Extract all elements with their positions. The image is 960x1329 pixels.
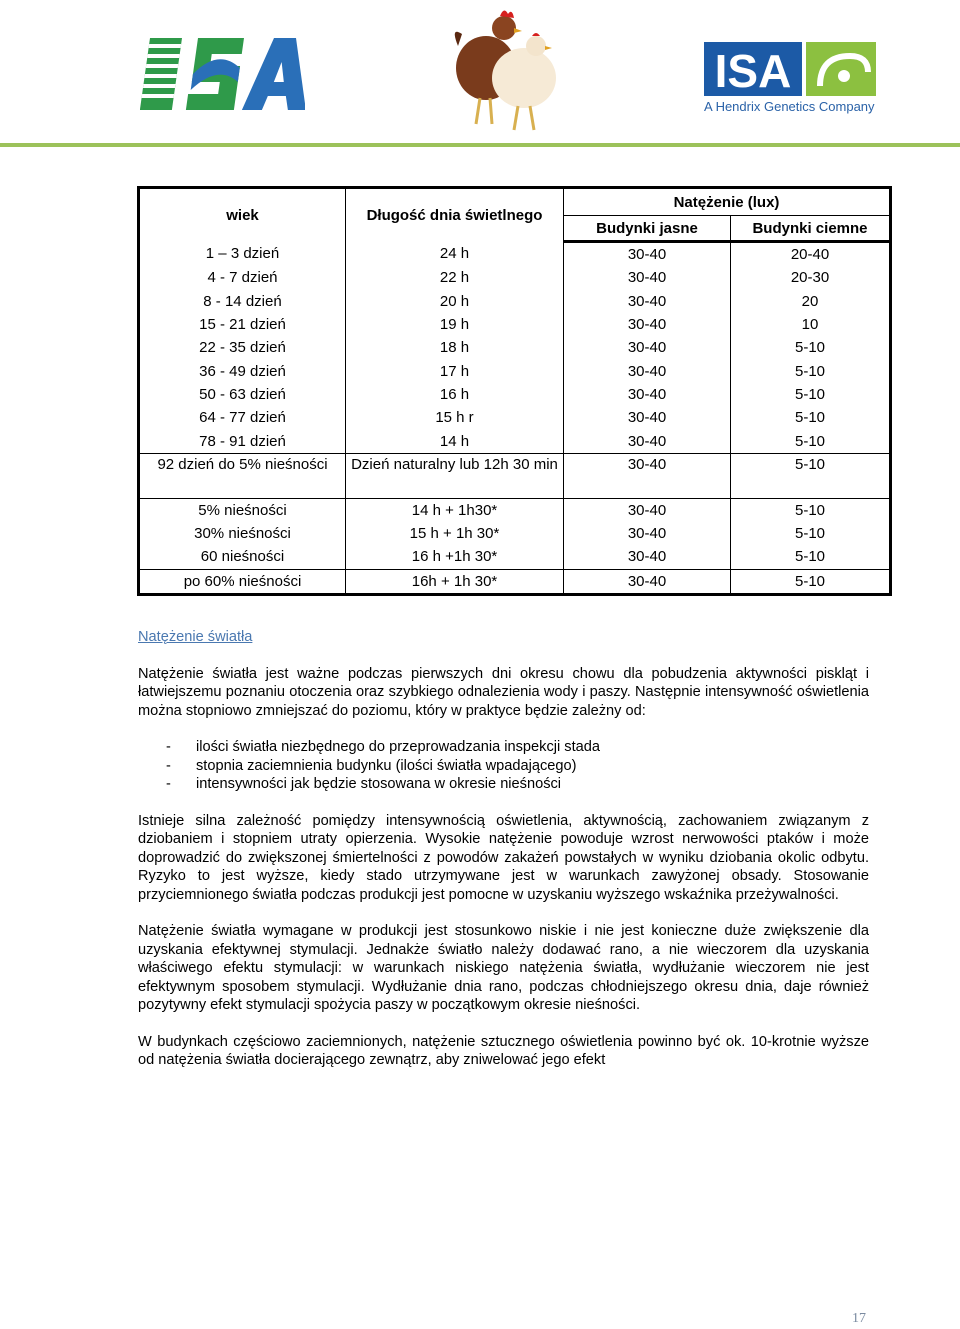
table-row: 78 - 91 dzień 14 h 30-40 5-10 bbox=[139, 429, 891, 453]
list-item: - intensywności jak będzie stosowana w okresie nieśności bbox=[166, 776, 562, 792]
table-row: 8 - 14 dzień 20 h 30-40 20 bbox=[139, 290, 891, 313]
header-divider bbox=[0, 143, 960, 147]
page-number: 17 bbox=[852, 1311, 866, 1326]
list-item: - ilości światła niezbędnego do przeprowadzania inspekcji stada bbox=[166, 739, 601, 755]
table-row: 5% nieśności 14 h + 1h30* 30-40 5-10 bbox=[139, 498, 891, 522]
table-row: 60 nieśności 16 h +1h 30* 30-40 5-10 bbox=[139, 545, 891, 569]
section-title: Natężenie światła bbox=[138, 629, 253, 645]
paragraph: W budynkach częściowo zaciemnionych, natężenie sztucznego oświetlenia powinno być ok. 10-krotnie wyższe od natężenia światła docierającego zewnątrz, aby zniwelować jego efekt bbox=[138, 1033, 869, 1068]
table-row: 64 - 77 dzień 15 h r 30-40 5-10 bbox=[139, 406, 891, 429]
table-row: po 60% nieśności 16h + 1h 30* 30-40 5-10 bbox=[139, 569, 891, 594]
table-row: 92 dzień do 5% nieśności Dzień naturalny lub 12h 30 min 30-40 5-10 bbox=[139, 453, 891, 498]
isa-hendrix-logo-mark bbox=[704, 42, 876, 98]
paragraph: Natężenie światła jest ważne podczas pierwszych dni okresu chowu dla pobudzenia aktywności piskląt i łatwiejszemu poznaniu otoczenia oraz szybkiego odnalezienia wody i paszy. Następnie intensywność oświetlenia można stopniowo zmniejszać do poziomu, który w praktyce będzie zależny od: bbox=[138, 665, 869, 719]
col-day-length-header: Długość dnia świetlnego bbox=[346, 188, 564, 242]
company-tagline: A Hendrix Genetics Company bbox=[704, 99, 875, 114]
lighting-program-table bbox=[137, 186, 892, 596]
document-body bbox=[138, 628, 869, 1088]
col-intensity-header: Natężenie (lux) bbox=[564, 188, 891, 216]
bullet-list bbox=[138, 738, 869, 794]
table-row: 36 - 49 dzień 17 h 30-40 5-10 bbox=[139, 359, 891, 382]
table-row: 50 - 63 dzień 16 h 30-40 5-10 bbox=[139, 383, 891, 406]
col-age-header: wiek bbox=[139, 188, 346, 242]
table-row: 4 - 7 dzień 22 h 30-40 20-30 bbox=[139, 266, 891, 289]
hens-image bbox=[440, 6, 560, 132]
isa-logo-left bbox=[140, 38, 305, 110]
table-row: 15 - 21 dzień 19 h 30-40 10 bbox=[139, 313, 891, 336]
col-bright-header: Budynki jasne bbox=[564, 216, 731, 242]
col-dark-header: Budynki ciemne bbox=[731, 216, 891, 242]
table-row: 1 – 3 dzień 24 h 30-40 20-40 bbox=[139, 242, 891, 267]
list-item: - stopnia zaciemnienia budynku (ilości światła wpadającego) bbox=[166, 757, 577, 774]
paragraph: Natężenie światła wymagane w produkcji jest stosunkowo niskie i nie jest konieczne duże zwiększenie dla uzyskania efektywnej stymulacji. Jednakże światło należy dodawać rano, a nie wieczorem dla uzyskania właściwego efektu stymulacji: w warunkach niskiego natężenia światła, wydłużanie wieczorem nie jest efektywnym sposobem stymulacji. Wydłużanie dnia rano, podczas chłodniejszego okresu dnia, daje również pozytywny efekt stymulacji spożycia paszy w początkowym okresie nieśności. bbox=[138, 923, 869, 1013]
paragraph: Istnieje silna zależność pomiędzy intensywnością oświetlenia, aktywnością, zachowaniem związanym z dziobaniem i stopniem utraty opierzenia. Wysokie natężenie powoduje wzrost nerwowości ptaków i może doprowadzić do zwiększonej śmiertelności z powodów zakażeń powstałych w wyniku dziobania okolic odbytu. Ryzyko to jest wyższe, kiedy stado utrzymywane jest w warunkach zawyżonej obsady. Stosowanie przyciemnionego światła podczas produkcji jest pomocne w uzyskaniu wyższego wskaźnika przeżywalności. bbox=[138, 812, 869, 903]
right-logo-text: ISA bbox=[714, 45, 792, 97]
isa-logo-right bbox=[704, 42, 876, 118]
page-header bbox=[0, 0, 960, 150]
table-row: 30% nieśności 15 h + 1h 30* 30-40 5-10 bbox=[139, 522, 891, 545]
table-row: 22 - 35 dzień 18 h 30-40 5-10 bbox=[139, 336, 891, 359]
